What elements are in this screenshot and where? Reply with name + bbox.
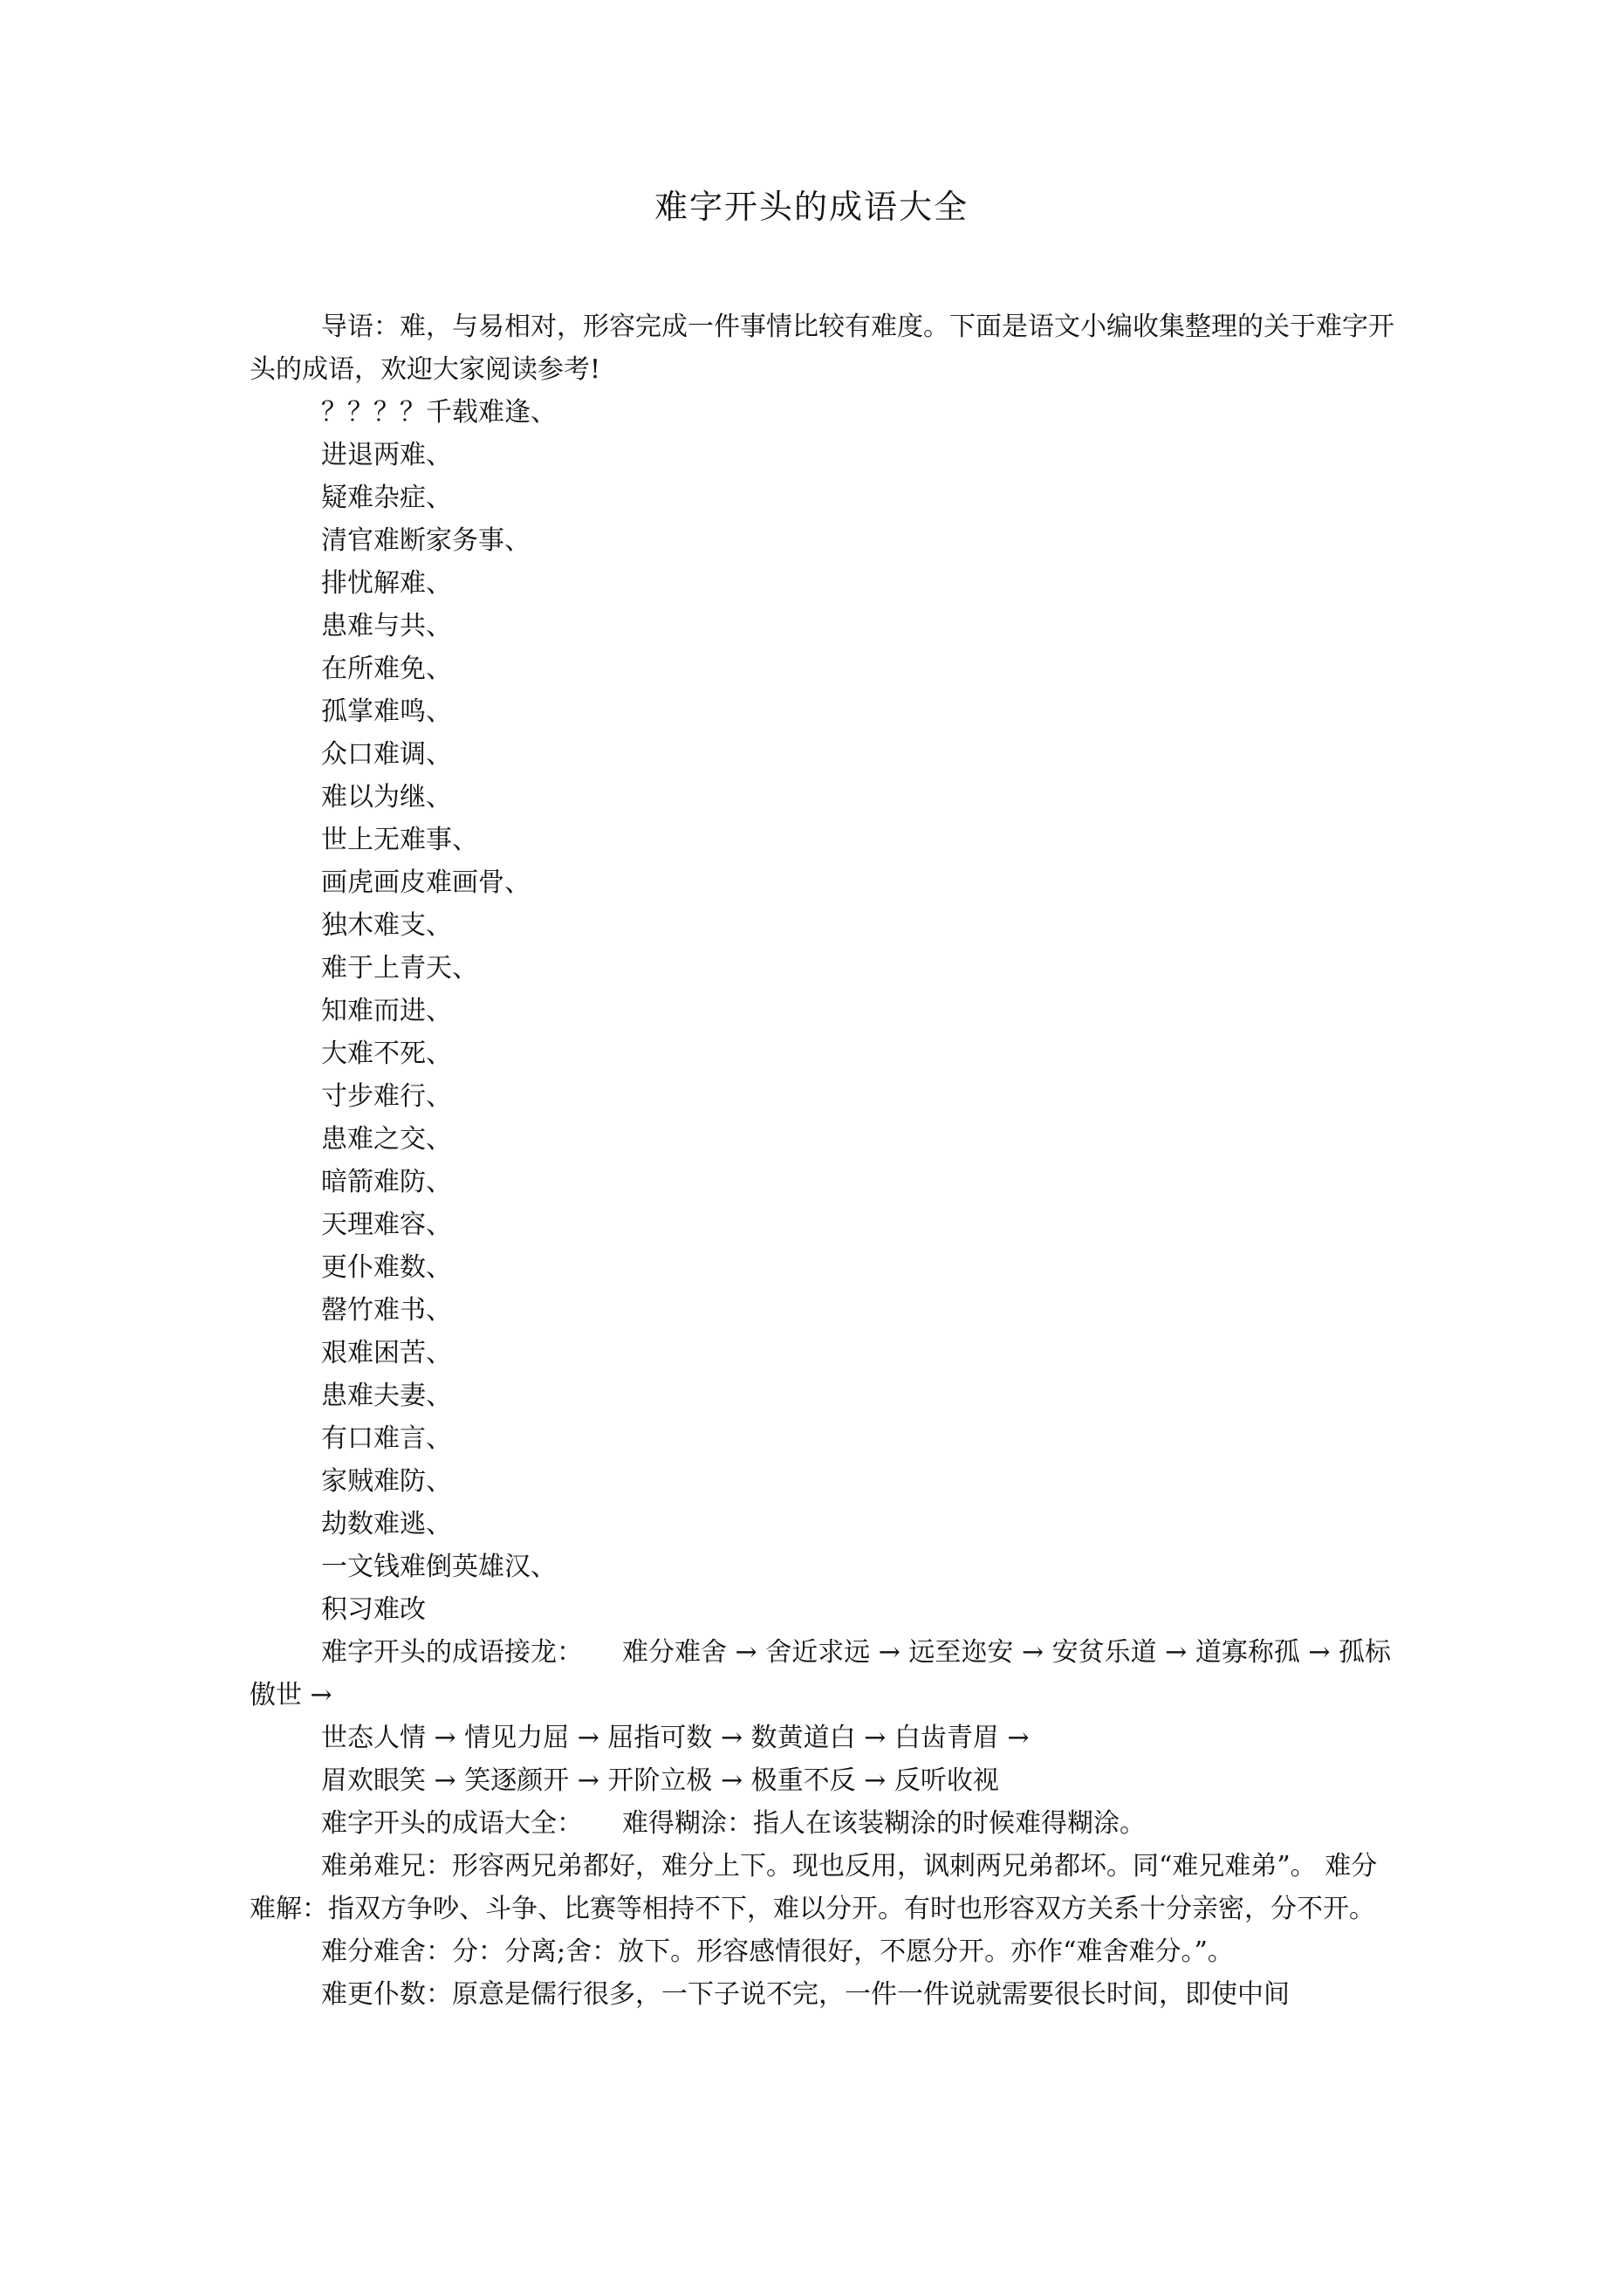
definition-paragraph: 难弟难兄：形容两兄弟都好，难分上下。现也反用，讽刺两兄弟都坏。同“难兄难弟”。 难分难解：指双方争吵、斗争、比赛等相持不下，难以分开。有时也形容双方关系十分亲密，分不开。	[250, 1851, 1378, 1924]
list-item: 在所难免、	[321, 654, 452, 684]
list-item: 世上无难事、	[321, 825, 478, 855]
intro-paragraph: 导语：难，与易相对，形容完成一件事情比较有难度。下面是语文小编收集整理的关于难字开头的成语，欢迎大家阅读参考!	[250, 312, 1394, 385]
list-item: 大难不死、	[321, 1038, 452, 1069]
idiom-list	[250, 391, 1401, 1631]
list-item: 疑难杂症、	[321, 483, 452, 513]
chain-paragraph: 世态人情 → 情见力屈 → 屈指可数 → 数黄道白 → 白齿青眉 →	[321, 1723, 1030, 1753]
list-item: 独木难支、	[321, 910, 452, 941]
list-item: 画虎画皮难画骨、	[321, 867, 531, 898]
chain-paragraph: 难字开头的成语接龙： 难分难舍 → 舍近求远 → 远至迩安 → 安贫乐道 → 道寡称孤 → 孤标傲世 →	[250, 1637, 1392, 1710]
document-title: 难字开头的成语大全	[654, 188, 969, 226]
list-item: 患难夫妻、	[321, 1381, 452, 1411]
list-item: 积习难改	[321, 1594, 426, 1625]
definition-paragraph: 难更仆数：原意是儒行很多，一下子说不完，一件一件说就需要很长时间，即使中间	[321, 1979, 1290, 2010]
list-item: 罄竹难书、	[321, 1295, 452, 1326]
list-item: 家贼难防、	[321, 1466, 452, 1497]
list-item: 进退两难、	[321, 440, 452, 470]
document-body	[250, 305, 1401, 2016]
list-item: 患难与共、	[321, 611, 452, 641]
list-item: 更仆难数、	[321, 1252, 452, 1283]
list-item: 艰难困苦、	[321, 1338, 452, 1368]
list-item: 知难而进、	[321, 996, 452, 1026]
list-item: ？？？？千载难逢、	[321, 397, 557, 428]
list-item: 一文钱难倒英雄汉、	[321, 1552, 557, 1582]
definition-paragraph: 难分难舍：分：分离;舍：放下。形容感情很好，不愿分开。亦作“难舍难分。”。	[321, 1936, 1234, 1967]
list-item: 寸步难行、	[321, 1081, 452, 1112]
list-item: 难以为继、	[321, 782, 452, 812]
list-item: 清官难断家务事、	[321, 525, 531, 556]
list-item: 难于上青天、	[321, 953, 478, 984]
list-item: 患难之交、	[321, 1124, 452, 1155]
list-item: 众口难调、	[321, 739, 452, 770]
list-item: 排忧解难、	[321, 568, 452, 599]
chain-paragraph: 眉欢眼笑 → 笑逐颜开 → 开阶立极 → 极重不反 → 反听收视	[321, 1765, 999, 1796]
list-item: 天理难容、	[321, 1210, 452, 1240]
list-item: 孤掌难鸣、	[321, 696, 452, 727]
definition-paragraph: 难字开头的成语大全： 难得糊涂：指人在该装糊涂的时候难得糊涂。	[321, 1808, 1146, 1839]
list-item: 劫数难逃、	[321, 1509, 452, 1539]
list-item: 有口难言、	[321, 1423, 452, 1454]
list-item: 暗箭难防、	[321, 1167, 452, 1197]
